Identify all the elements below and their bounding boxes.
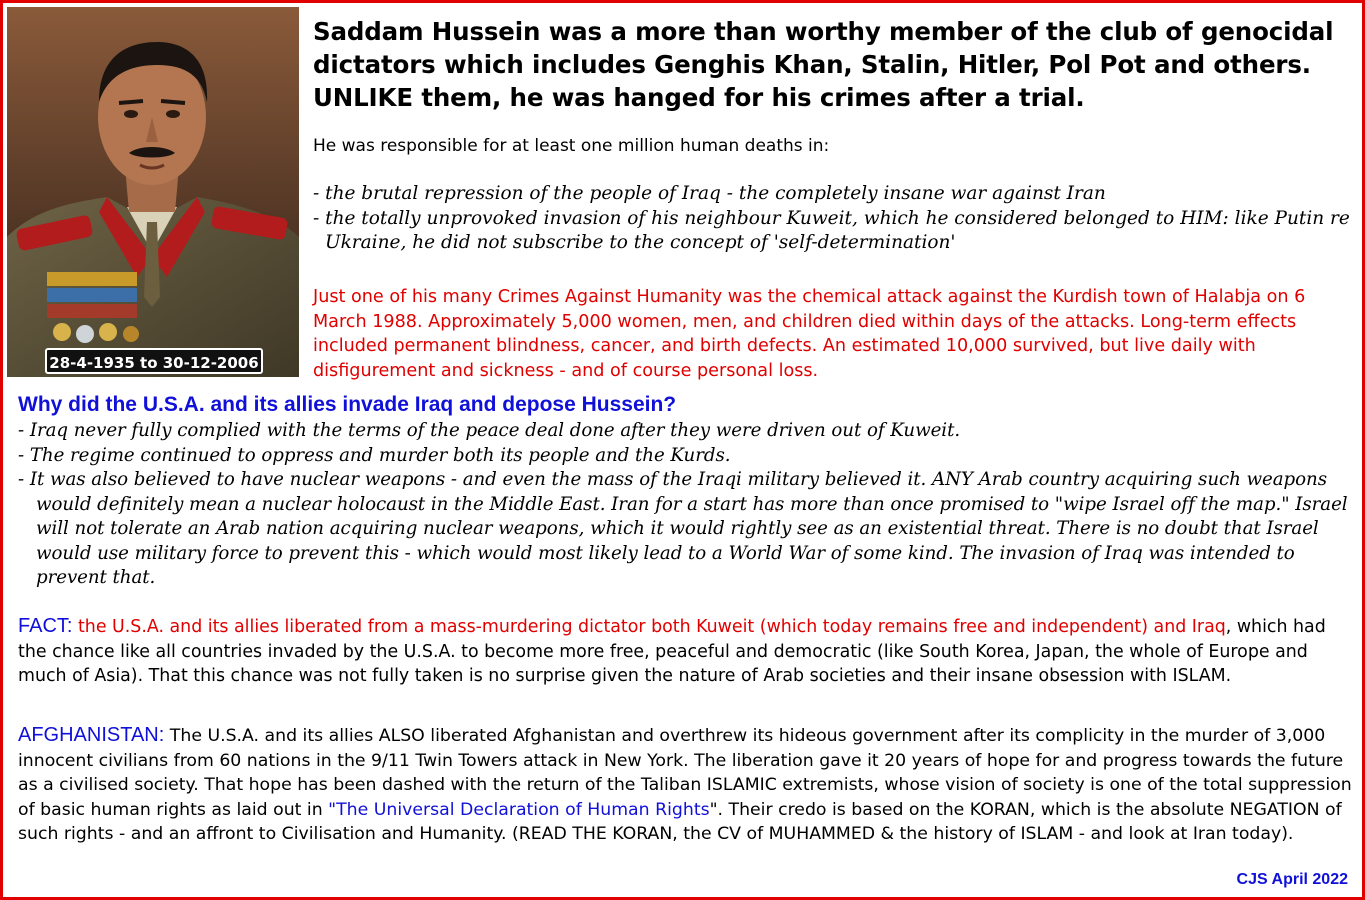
lifespan-dates-label: 28-4-1935 to 30-12-2006	[45, 348, 263, 374]
udhr-link[interactable]: "The Universal Declaration of Human Rights	[328, 799, 710, 820]
fact-paragraph	[18, 614, 1338, 689]
crime-item: - the totally unprovoked invasion of his neighbour Kuweit, which he considered belonged to HIM: like Putin re Ukraine, he did not subscribe to the concept of 'self-determination'	[313, 207, 1350, 253]
halabja-paragraph: Just one of his many Crimes Against Humanity was the chemical attack against the Kurdish town of Halabja on 6 March 1988. Approximately 5,000 women, men, and children died within days of the attacks. Long-term effects included permanent blindness, cancer, and birth defects. An estimated 10,000 survived, but live daily with disfigurement and sickness - and of course personal loss.	[313, 287, 1306, 381]
author-credit: CJS April 2022	[1236, 871, 1348, 888]
reason-item: - The regime continued to oppress and murder both its people and the Kurds.	[18, 444, 731, 466]
crime-item: - the brutal repression of the people of Iraq - the completely insane war against Iran	[313, 183, 1106, 204]
afghanistan-text: The U.S.A. and its allies ALSO liberated Afghanistan and overthrew its hideous government after its complicity in the murder of 3,000 innocent civilians from 60 nations in the 9/11 Twin Towers attack in New York. The liberation gave it 20 years of hope for and progress towards the future as a civilised society. That hope has been dashed with the return of the Taliban ISLAMIC extremists, whose vision of society is one of the total suppression of basic human rights as laid out in	[18, 726, 1352, 820]
why-reasons-list	[18, 419, 1348, 591]
headline: Saddam Hussein was a more than worthy member of the club of genocidal dictators which includes Genghis Khan, Stalin, Hitler, Pol Pot and others. UNLIKE them, he was hanged for his crimes after a trial.	[313, 17, 1334, 112]
fact-rest-text: , which had the chance like all countries invaded by the U.S.A. to become more free, peaceful and democratic (like South Korea, Japan, the whole of Europe and much of Asia). That this chance was not fully taken is no surprise given the nature of Arab societies and their insane obsession with ISLAM.	[18, 617, 1326, 686]
crimes-list	[313, 182, 1358, 256]
fact-label: FACT:	[18, 615, 73, 637]
reason-item: - It was also believed to have nuclear weapons - and even the mass of the Iraqi military believed it. ANY Arab country acquiring such weapons would definitely mean a nuclear holocaust in the Middle East. Iran for a start has more than once promised to "wipe Israel off the map." Israel will not tolerate an Arab nation acquiring nuclear weapons, which it would rightly see as an existential threat. There is no doubt that Israel would use military force to prevent this - which would most likely lead to a World War of some kind. The invasion of Iraq was intended to prevent that.	[18, 469, 1348, 588]
afghanistan-paragraph	[18, 723, 1358, 847]
portrait-photo	[7, 7, 299, 377]
afghanistan-label: AFGHANISTAN:	[18, 724, 165, 746]
intro-text: He was responsible for at least one million human deaths in:	[313, 136, 830, 156]
fact-red-text: the U.S.A. and its allies liberated from a mass-murdering dictator both Kuweit (which today remains free and independent) and Iraq	[72, 617, 1226, 637]
portrait-illustration	[7, 7, 299, 377]
why-question-heading: Why did the U.S.A. and its allies invade Iraq and depose Hussein?	[18, 393, 677, 416]
reason-item: - Iraq never fully complied with the terms of the peace deal done after they were driven out of Kuweit.	[18, 420, 961, 441]
afghanistan-text-end: ". Their credo is based on the KORAN, which is the absolute NEGATION of such rights - and an affront to Civilisation and Humanity. (READ THE KORAN, the CV of MUHAMMED & the history of ISLAM - and look at Iran today).	[18, 799, 1342, 844]
